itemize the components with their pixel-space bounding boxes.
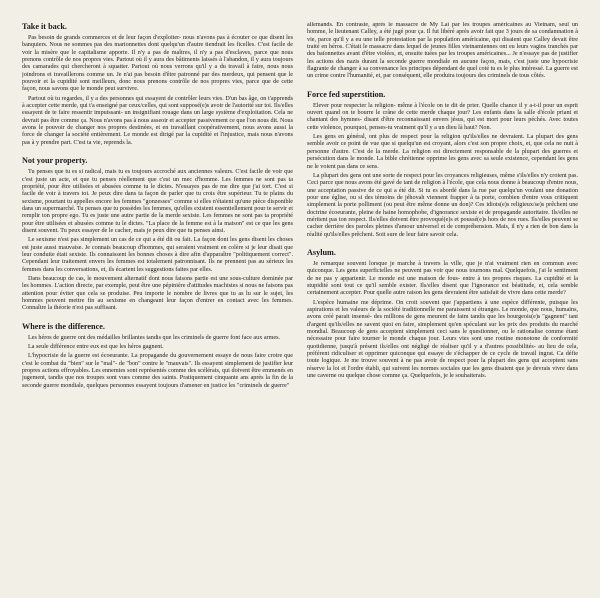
paragraph: Les gens en général, ont plus de respect pour la religion qu'ils/elles ne devraient. La plupart des gens semble avoir ce point de vue que si quelqu'un est croyant, alors c'est son propre choix, et, que cela ne nuit à personne d'autre. C'est de la merde. La religion est directement responsable de la plupart des guerres et persécution dans le monde. La bible chrétienne opprime les gens avec sa seule existence, cependant les gens ne le voient pas dans ce sens. (307, 134, 578, 170)
section-where-is-the-difference (22, 322, 293, 390)
paragraph: Pas besoin de grands commerces et de leur façon d'exploiter- nous n'avons pas à écouter ce que disent les banquiers. Nous ne sommes pas des marionnettes dont quelqu'un d'autre tiendrait les ficelles. C'est facile de voir la misère que le capitalisme apporte. Il n'y a pas de maîtres, il n'y a pas d'esclaves, parce que nous prenons contrôle de nos propres vies. Partout où il y aura des bâtiments laissés à l'abandon, il y aura toujours des camarades qui chercheront à squatter. Partout où nous verrons qu'il y a du travail à faire, nous nous joindrons et travaillerons comme un. Je n'ai pas besoin d'être patronné par des merdeux, qui pensent que le pouvoir et la cupidité sont meilleurs, donc nous prenons contrôle de nos propres vies, parce que de cette façon, nous savons que le monde peut survivre. (22, 35, 293, 93)
paragraph: La plupart des gens ont une sorte de respect pour les croyances religieuses, même s'ils/elles n'y croient pas. Ceci parce que nous avons été gavé de tant de religion à l'école, que cela nous donne à beaucoup d'entre nous, une acceptation passive de ce qui a été dit. Si tu es abordé dans la rue par quelqu'un voulant une donation pour une église, ou si des témoins de jéhovah viennent frapper à ta porte, combien d'entre vous critiquent simplement la porte polliment (ou peut être même donne un don)? Ces idiots(e)s religieux/se)s prêchent une doctrine écoeurante, pleine de haine homophobe, d'ignorance sexiste et de propagande autoritaire. Ils/elles ne méritent pas ton respect. Ils/elles doivent être provoqué(e)s et poussé(e)s hors de nos rues. Ils/elles peuvent se cacher derrière des paroles pleines d'amour universel et de compréhension. Mais, il n'y a rien de bon dans la réalité qu'ils/elles prêchent. Soit sure de leur faire savoir cela. (307, 172, 578, 238)
paragraph: Je remarque souvent lorsque je marche à travers la ville, que je n'ai vraiment rien en commun avec quiconque. Les gens superficielles ne peuvent pas voir que nous tournons mal. Quelquefois, j'ai le sentiment de ne pas y appartenir. Le monde est une maison de fous- entre à tes propres risques. La cupidité et la stupidité sont tout ce qu'il semble exister. Ils/elles disent que l'ignorance est béatitude, et, cela semble certainement accepter. Pour quelle autre raison les gens devraient être satisfait de vivre dans cette merde? (307, 260, 578, 297)
paragraph: Partout où tu regardes, il y a des personnes qui essayent de contrôler leurs vies. D'un bas âge, on t'apprends à accepter cette merde, qui t'a enseigné par ceux/celles, qui sont supposé(e)s avoir de l'autorité sur toi. Ils/elles essayent de te faire ressentir impuissant- un insignifiant rouage dans un large système d'exploitation. Cela ne devrait pas être comme ça. Nous n'avons pas à nous asseoir et accepter passivement ce que l'on nous dit. Nous avons le pouvoir de changer nos propres destinées, et en travaillant coopérativement, nous avons aussi la force de changer la société entièrement. Le monde est dirigé par la cupidité et l'injustice, mais nous n'avons pas à y prendre part. C'est ta vie, reprends la. (22, 95, 293, 146)
paragraph: Dans beaucoup de cas, le mouvement alternatif dont nous faisons partie est une sous-culture dominée par les hommes. L'action directe, par exemple, peut être une pépinière d'attitudes machistes si nous ne faisons pas attention pour éviter que cela se produise. Peu importe le nombre de livres que tu as lu sur le sujet, les hommes peuvent mettre fin au sexisme en changeant leur façon d'entrer en contact avec les femmes. Connaître la théorie n'est pas suffisant. (22, 275, 293, 312)
paragraph: La seule différence entre eux est que les héros gagnent. (28, 344, 164, 351)
section-continuation (307, 22, 578, 81)
section-asylum (307, 248, 578, 381)
paragraph: L'espèce humaine me déprime. On croit souvent que j'appartiens à une espèce différente, puisque les aspirations et les valeurs de la société traditionnelle me paraissent si étranges. Le monde, que nous, humains, avons créé parait insensé- des millions de gens meurent de faim tandis que les bourgeois(e)s "gagnent" tant d'argent qu'ils/elles ne savent quoi en faire, simplement qu'en spéculant sur les prix des produits du marché mondial. Beaucoup de gens acceptent simplement ceci sans le questionner, ou le rationalise comme étant nécessaire pour faire tourner le monde chaque jour. Leurs vies sont une routine monotone de conformité quotidienne, jusqu'à présent ils/elles ont négligé de réaliser qu'il y a d'autres possibilités- au lieu de cela, préférent ridiculiser et opprimer quiconque qui essaye de s'échapper de ce cycle de travail ingrat. Ca défie toute logique. Je me trouve souvent à ne pas avoir de respect pour la plupart des gens qui acceptent sans réserve la loi et l'ordre établi, qui suivent les normes sociales que les gens disaient que je devrais vivre dans une caverne ou quelque chose comme ça. Quelquefois, je le souhaiterais. (307, 299, 578, 380)
section-force-fed-superstition (307, 90, 578, 239)
left-column (22, 22, 293, 590)
right-column (307, 22, 578, 590)
section-title: Force fed superstition. (307, 89, 386, 99)
paragraph: Tu penses que tu es si radical, mais tu es toujours accroché aux anciennes valeurs. C'est facile de voir que c'est juste un acte, et que tu penses réellement que c'est un mec d'homme. Les femmes ne sont pas ta propriété, pour être utilisées et abusées comme tu le dictes. N'essayes pas de me dire que j'ai tort. C'est si facile de voir à travers toi. Je peux dire dans ta façon de parler que tu crois être supérieur. Tu te plains du sexisme, pourtant tu appelles encore les femmes "gonzesses" comme si elles n'étaient qu'une pièce disponible dans un supermarché. Tu penses que tu possèdes les femmes, qu'elles existent essentiellement pour te servir et remplir ton propre ego. Tu es juste une autre partie de la merde sexiste. Les femmes ne sont pas ta propriété pour être utilisées et abusées comme tu le dictes. "La place de la femme est à la maison" est ce que les gens disent souvent. Tu peux essayer de le cacher, mais je peux dire que tu penses ainsi. (22, 169, 293, 234)
section-take-it-back (22, 22, 293, 147)
paragraph: Elever pour respecter la religion- même à l'école on te dit de prier. Quelle chance il y a-t-il pour un esprit ouvert quand on te bourre le crâne de cette merde chaque jour? Les enfants dans la salle d'école priant et chantant des hymnes- disant d'être reconnaissant envers jésus, qui est mort pour leurs péchés. Avec toutes cette violence, pourquoi, penses-tu vraiment qu'il y a un dieu là haut? Non. (307, 102, 578, 131)
paragraph: allemands. En contraste, après le massacre de My Lai par les troupes américaines au Vietnam, seul un homme, le lieutenant Calley, a été jugé pour ça. Il fut libéré après avoir fait que 3 jours de sa condamnation à vie, parce qu'il y a eu une telle protestation par la population américaine, qui disaient que Calley devait être traité en héros. C'était le massacre dans lequel de jeunes filles vietnamiennes ont eu leurs vagins tranchés par des baïonnettes avant d'être violées, et, ensuite tuées par les troupes américaines... Je n'essaye pas de justifier les actions des nazis durant la seconde guerre mondiale en aucune façon, mais, c'est juste une hypocrisie flagrante de changer à sa convenance les principes dépendant de quel coté tu es le plus intéressé. La guerre est un crime contre l'humanité, et, par conséquent, elle produira toujours des criminels de tous côtés. (307, 22, 578, 80)
paragraph: L'hypocrisie de la guerre est écoeurante. La propagande du gouvernement essaye de nous faire croire que c'est le combat du "bien" sur le "mal"- de "bon" contre le "mauvais". Ils essayent simplement de justifier leur propres actions effroyables. Les ennemies sont représentés comme des scélérats, qui doivent être emmenés en jugement, tandis que nos troupes sont vues comme des saints. Pratiquement cinquante ans après la fin de la seconde guerre mondiale, quelques personnes essayent toujours d'amener en justice les "criminels de guerre" (22, 353, 293, 389)
section-title: Asylum. (307, 247, 336, 257)
section-title: Not your property. (22, 156, 88, 166)
paragraph: Les héros de guerre ont des médailles brillantes tandis que les criminels de guerre font face aux armes. (28, 334, 281, 341)
paragraph: Le sexisme n'est pas simplement un cas de ce qui a été dit ou fait. La façon dont les gens disent les choses est juste aussi mauvaise. Je connais beaucoup d'hommes, qui seraient vraiment en colère si je leur disait que leur conduite était sexiste. Ils connaissent les bonnes choses à dire afin d'apparaître "politiquement correct". Cependant leur traitement envers les femmes est totalement patronnisant. Ils ne prennent pas au sérieux les femmes dans les conversations, et, ils écartent les suggestions faites par elles. (22, 237, 293, 273)
section-not-your-property (22, 156, 293, 313)
section-title: Take it back. (22, 22, 67, 31)
section-title: Where is the difference. (22, 321, 105, 331)
